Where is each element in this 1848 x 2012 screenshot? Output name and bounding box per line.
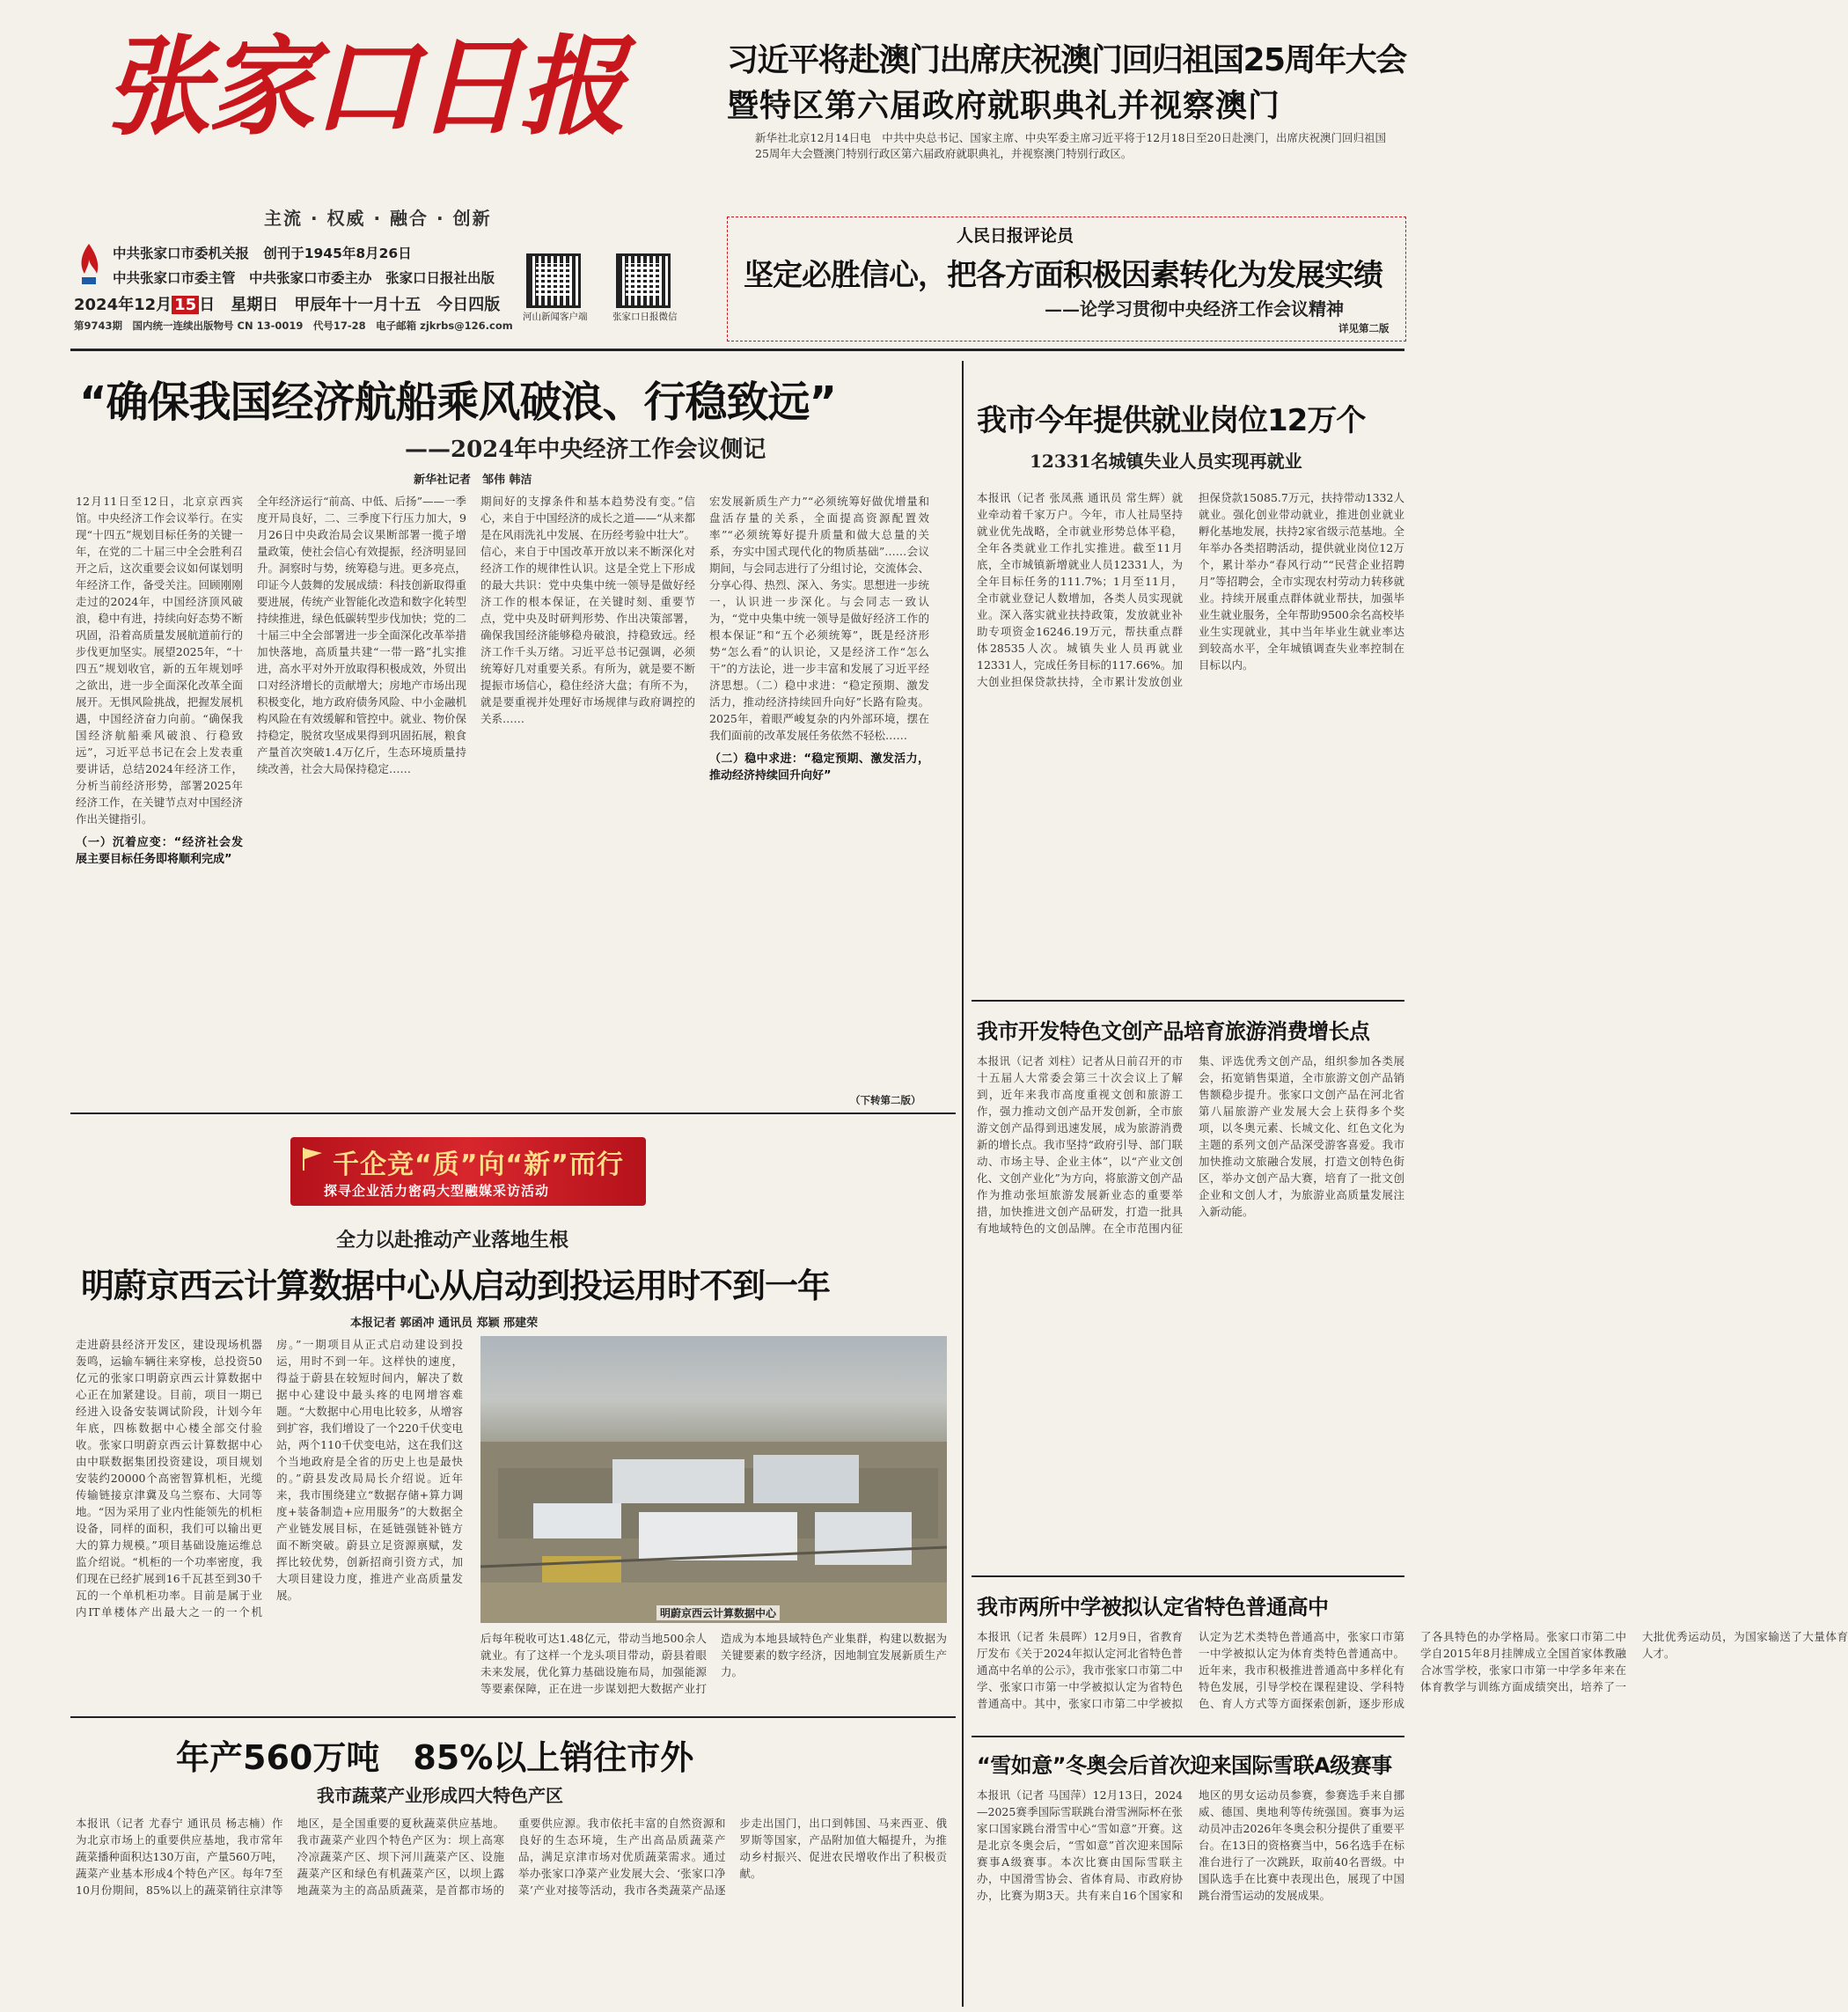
slogan: 主流 · 权威 · 融合 · 创新: [264, 208, 492, 229]
vegetables-text: 本报讯（记者 尤春宁 通讯员 杨志楠）作为北京市场上的重要供应基地，我市常年蔬菜播种面积达130万亩，产量560万吨，蔬菜产业基本形成4个特色产区。每年7至10月份期间，85%以上的蔬菜销往京津等地区，是全国重要的夏秋蔬菜供应基地。我市蔬菜产业四个特色产区为：坝上高寒冷凉蔬菜产区、坝下河川蔬菜产区、设施蔬菜产区和绿色有机蔬菜产区，以坝上露地蔬菜为主的高品质蔬菜，是首都市场的重要供应源。我市依托丰富的自然资源和良好的生态环境，生产出高品质蔬菜产品，满足京津市场对优质蔬菜需求。通过举办张家口净菜产业发展大会、‘张家口净菜’产业对接等活动，我市各类蔬菜产品逐步走出国门，出口到韩国、马来西亚、俄罗斯等国家，产品附加值大幅提升，为推动乡村振兴、促进农民增收作出了积极贡献。: [76, 1817, 947, 1897]
lead-subhead-2: （二）稳中求进：“稳定预期、激发活力，推动经济持续回升向好”: [709, 753, 929, 782]
issue-info: 第9743期 国内统一连续出版物号 CN 13-0019 代号17-28 电子邮箱 zjkrbs@126.com: [74, 319, 513, 332]
divider-vertical-right: [962, 361, 964, 2007]
factories-banner-subtitle: 探寻企业活力密码大型融媒采访活动: [324, 1183, 550, 1199]
factories-banner-title: 千企竞“质”向“新”而行: [333, 1149, 624, 1180]
lead-subhead-1: （一）沉着应变：“经济社会发展主要目标任务即将顺利完成”: [76, 836, 243, 866]
lead-subtitle: ——2024年中央经济工作会议侧记: [405, 437, 766, 463]
schools-text: 本报讯（记者 朱晨晖）12月9日，省教育厅发布《关于2024年拟认定河北省特色普通高中名单的公示》，我市张家口市第二中学、张家口市第一中学被拟认定为省特色普通高中。其中，张家口市第二中学被拟认定为艺术类特色普通高中，张家口市第一中学被拟认定为体育类特色普通高中。近年来，我市积极推进普通高中多样化有特色发展，引导学校在课程建设、学科特色、育人方式等方面探索创新，逐步形成了各具特色的办学格局。张家口市第二中学自2015年8月挂牌成立全国首家体教融合冰雪学校，张家口市第一中学多年来在体育教学与训练方面成绩突出，培养了一大批优秀运动员，为国家输送了大量体育人才。: [977, 1630, 1848, 1710]
lead-column-2: 全年经济运行“前高、中低、后扬”——一季度开局良好，二、三季度下行压力加大，9月26日中央政治局会议果断部署一揽子增量政策，使社会信心有效提振，经济明显回升。洞察时与势，统筹稳与进。更多亮点，印证今人鼓舞的发展成绩：科技创新取得重要进展，传统产业智能化改造和数字化转型持续推进，绿色低碳转型步伐加快；党的二十届三中全会部署进一步全面深化改革举措加快落地，高质量共建“一带一路”扎实推进，高水平对外开放取得积极成效，外贸出口对经济增长的贡献增大；房地产市场出现积极变化，地方政府债务风险、中小金融机构风险在有效缓解和管控中。就业、物价保持稳定，脱贫攻坚成果得到巩固拓展，粮食产量首次突破1.4万亿斤，生态环境质量持续改善，社会大局保持稳定……: [257, 495, 466, 775]
qr-code-wechat-icon[interactable]: [616, 253, 671, 308]
lead-column-1: 12月11日至12日，北京京西宾馆。中央经济工作会议举行。在实现“十四五”规划目标任务的关键一年，在党的二十届三中全会胜利召开之后，这次重要会议如何谋划明年经济工作，备受关注。回顾刚刚走过的2024年，中国经济顶风破浪，稳中有进，持续向好态势不断巩固，沿着高质量发展航道前行的步伐更加坚实。展望2025年，“十四五”规划收官，新的五年规划呼之欲出，进一步全面深化改革全面展开。无惧风险挑战，把握发展机遇，中国经济奋力向前。“确保我国经济航船乘风破浪、行稳致远”，习近平总书记在会上发表重要讲话，总结2024年经济工作，分析当前经济形势，部署2025年经济工作，在关键节点对中国经济作出关键指引。 （一）沉着应变：“经济社会发展主要目标任务即将顺利完成”: [76, 495, 243, 866]
top-headline-1: 习近平将赴澳门出席庆祝澳门回归祖国25周年大会: [727, 42, 1406, 78]
photo-caption: 明蔚京西云计算数据中心: [656, 1605, 780, 1620]
vegetables-headline: 年产560万吨 85%以上销往市外: [176, 1738, 694, 1777]
jobs-headline: 我市今年提供就业岗位12万个: [977, 403, 1366, 438]
top-headline-2: 暨特区第六届政府就职典礼并视察澳门: [727, 88, 1281, 124]
lead-headline: “确保我国经济航船乘风破浪、行稳致远”: [79, 378, 837, 427]
divider-jobs: [972, 1000, 1404, 1002]
factories-banner: [290, 1137, 646, 1206]
jobs-subtitle: 12331名城镇失业人员实现再就业: [1030, 451, 1302, 472]
divider-lead-bottom: [70, 1112, 956, 1114]
qr-code-news-app-icon[interactable]: [526, 253, 581, 308]
factories-byline: 本报记者 郭函冲 通讯员 郑颖 邢建荣: [350, 1317, 539, 1330]
divider-top: [70, 349, 1404, 351]
commentary-headline: 坚定必胜信心，把各方面积极因素转化为发展实绩: [744, 258, 1382, 293]
lead-jump[interactable]: （下转第二版）: [850, 1094, 921, 1106]
divider-culture: [972, 1575, 1404, 1577]
lead-column-3: 期间好的支撑条件和基本趋势没有变。”信心，来自于中国经济的成长之道——“从来都是在风雨洗礼中发展、在历经考验中壮大”。信心，来自于中国改革开放以来不断深化对经济工作的规律性认识。这是全党上下形成的最大共识：党中央集中统一领导是做好经济工作的根本保证，在关键时刻、重要节点，党中央及时研判形势、作出决策部署，确保我国经济能够稳舟破浪，持稳致远。经济工作千头万绪。习近平总书记强调，必须统筹好几对重要关系。有所为，就是要不断提振市场信心，稳住经济大盘；有所不为，就是要重视并处理好市场规律与政府调控的关系……: [480, 495, 695, 725]
factories-kicker: 全力以赴推动产业落地生根: [336, 1229, 569, 1252]
commentary-subtitle: ——论学习贯彻中央经济工作会议精神: [1045, 298, 1344, 319]
top-news: [727, 35, 1404, 211]
founded-date: 创刊于1945年8月26日: [263, 246, 412, 261]
commentary-kicker: 人民日报评论员: [957, 226, 1074, 246]
culture-text: 本报讯（记者 刘柱）记者从日前召开的市十五届人大常委会第三十次会议上了解到，近年来我市高度重视文创和旅游工作，强力推动文创产品开发创新，全市旅游文创产品得到迅速发展，成为旅游消费新的增长点。我市坚持“政府引导、部门联动、市场主导、企业主体”，以“产业文创化、文创产业化”为方向，将旅游文创产品作为推动张垣旅游发展新业态的重要举措，加快推进文创产品研发，打造一批具有地域特色的文创品牌。在全市范围内征集、评选优秀文创产品，组织参加各类展会，拓宽销售渠道，全市旅游文创产品销售额稳步提升。张家口文创产品在河北省第八届旅游产业发展大会上获得多个奖项，以冬奥元素、长城文化、红色文化为主题的系列文创产品深受游客喜爱。我市加快推动文旅融合发展，打造文创特色街区，举办文创产品大赛，培育了一批文创企业和文创人才，为旅游业高质量发展注入新动能。: [977, 1054, 1404, 1235]
factories-text: 走进蔚县经济开发区，建设现场机器轰鸣，运输车辆往来穿梭，总投资50亿元的张家口明蔚京西云计算数据中心正在加紧建设。目前，项目一期已经进入设备安装调试阶段，计划今年年底，四栋数据中心楼全部交付验收。张家口明蔚京西云计算数据中心由中联数据集团投资建设，项目规划安装约20000个高密智算机柜，光缆传输链接京津冀及乌兰察布、大同等地。“因为采用了业内性能领先的机柜设备，同样的面积，我们可以输出更大的算力规模。”项目基础设施运维总监介绍说。“机柜的一个功率密度，我们现在已经扩展到16千瓦甚至到30千瓦的一个单机柜功率。目前是属于业内IT单楼体产出最大之一的一个机房。”一期项目从正式启动建设到投运，用时不到一年。这样快的速度，得益于蔚县在较短时间内，解决了数据中心建设中最头疼的电网增容难题。“大数据中心用电比较多，从增容到扩容，我们增设了一个220千伏变电站，两个110千伏变电站，这在我们这个当地政府是全省的历史上也是最快的。”蔚县发改局局长介绍说。近年来，我市围绕建立“数据存储+算力调度+装备制造+应用服务”的大数据全产业链发展目标，在延链强链补链方面不断突破。蔚县立足资源禀赋，发挥比较优势，创新招商引资方式，加大项目建设力度，推进产业高质量发展。: [76, 1338, 463, 1619]
ski-text: 本报讯（记者 马国萍）12月13日，2024—2025赛季国际雪联跳台滑雪洲际杯在张家口国家跳台滑雪中心“雪如意”开赛。这是北京冬奥会后，“雪如意”首次迎来国际赛事A级赛事。本次比赛由国际雪联主办，中国滑雪协会、省体育局、市政府协办，比赛为期3天。共有来自16个国家和地区的男女运动员参赛，参赛选手来自挪威、德国、奥地利等传统强国。赛事为运动员冲击2026年冬奥会积分提供了重要平台。在13日的资格赛当中，56名选手在标准台进行了一次跳跃，取前40名晋级。中国队选手在比赛中表现出色，展现了中国跳台滑雪运动的发展成果。: [977, 1788, 1404, 1902]
qr-code-wechat-label: 张家口日报微信: [612, 312, 678, 322]
org-line-2: 中共张家口市委主管 中共张家口市委主办 张家口日报社出版: [113, 270, 495, 286]
issue-date: 2024年12月 15 日 星期日 甲辰年十一月十五 今日四版: [74, 296, 501, 314]
divider-factories-bottom: [70, 1716, 956, 1718]
commentary-box: [727, 217, 1406, 341]
factories-headline: 明蔚京西云计算数据中心从启动到投运用时不到一年: [81, 1267, 831, 1305]
data-center-photo: [480, 1336, 947, 1623]
divider-ski: [972, 1736, 1404, 1737]
ski-headline: “雪如意”冬奥会后首次迎来国际雪联A级赛事: [977, 1753, 1392, 1778]
lead-column-4: 宏发展新质生产力”“必须统筹好做优增量和盘活存量的关系，全面提高资源配置效率”“必须统筹好提升质量和做大总量的关系，夯实中国式现代化的物质基础”……会议期间，与会同志进行了分组讨论，交流体会、分享心得、热烈、深入、务实。思想进一步统一，认识进一步深化。与会同志一致认为，“党中央集中统一领导是做好经济工作的根本保证”和“五个必须统筹”，既是经济形势“怎么看”的认识论，又是经济工作“怎么干”的方法论，进一步丰富和发展了习近平经济思想。（二）稳中求进：“稳定预期、激发活力，推动经济持续回升向好”长路有险夷。2025年，着眼严峻复杂的内外部环境，摆在我们面前的改革发展任务依然不轻松…… （二）稳中求进：“稳定预期、激发活力，推动经济持续回升向好”: [709, 495, 930, 782]
vegetables-subtitle: 我市蔬菜产业形成四大特色产区: [317, 1785, 563, 1806]
culture-headline: 我市开发特色文创产品培育旅游消费增长点: [977, 1019, 1370, 1044]
top-news-lead: 新华社北京12月14日电 中共中央总书记、国家主席、中央军委主席习近平将于12月18日至20日赴澳门，出席庆祝澳门回归祖国25周年大会暨澳门特别行政区第六届政府就职典礼，并视察澳门特别行政区。: [755, 131, 1387, 160]
flag-icon: [301, 1146, 324, 1172]
party-emblem-icon: [77, 242, 100, 286]
qr-code-news-app-label: 河山新闻客户端: [523, 312, 588, 322]
jobs-text: 本报讯（记者 张凤燕 通讯员 常生辉）就业牵动着千家万户。今年，市人社局坚持就业优先战略，全市就业形势总体平稳，全年各类就业工作扎实推进。截至11月底，全市城镇新增就业人员12331人，为全年目标任务的111.7%；1月至11月，全市就业登记人数增加，各类人员实现就业。深入落实就业扶持政策，发放就业补助专项资金16246.19万元，帮扶重点群体28535人次。城镇失业人员再就业12331人，完成任务目标的117.66%。加大创业担保贷款扶持，全市累计发放创业担保贷款15085.7万元，扶持带动1332人就业。强化创业带动就业，推进创业就业孵化基地发展，扶持2家省级示范基地。全年举办各类招聘活动，提供就业岗位12万个，累计举办“春风行动”“民营企业招聘月”等招聘会，全市实现农村劳动力转移就业。持续开展重点群体就业帮扶，加强毕业生就业服务，全年帮助9500余名高校毕业生实现就业，其中当年毕业生就业率达到较高水平，全年城镇调查失业率控制在目标以内。: [977, 491, 1404, 688]
factories-tail-text: 后每年税收可达1.48亿元，带动当地500余人就业。有了这样一个龙头项目带动，蔚县着眼未来发展，优化算力基础设施布局，加强能源等要素保障，正在进一步谋划把大数据产业打造成为本地县域特色产业集群，构建以数据为关键要素的数字经济，因地制宜发展新质生产力。: [480, 1632, 947, 1695]
date-day-badge: 15: [172, 296, 199, 314]
schools-headline: 我市两所中学被拟认定省特色普通高中: [977, 1595, 1329, 1619]
masthead: [0, 0, 722, 343]
lead-byline: 新华社记者 邹伟 韩洁: [414, 474, 532, 487]
org-line-1: 中共张家口市委机关报 创刊于1945年8月26日: [113, 246, 412, 261]
commentary-jump[interactable]: 详见第二版: [1338, 322, 1390, 334]
newspaper-title: 张家口日报: [104, 23, 623, 150]
